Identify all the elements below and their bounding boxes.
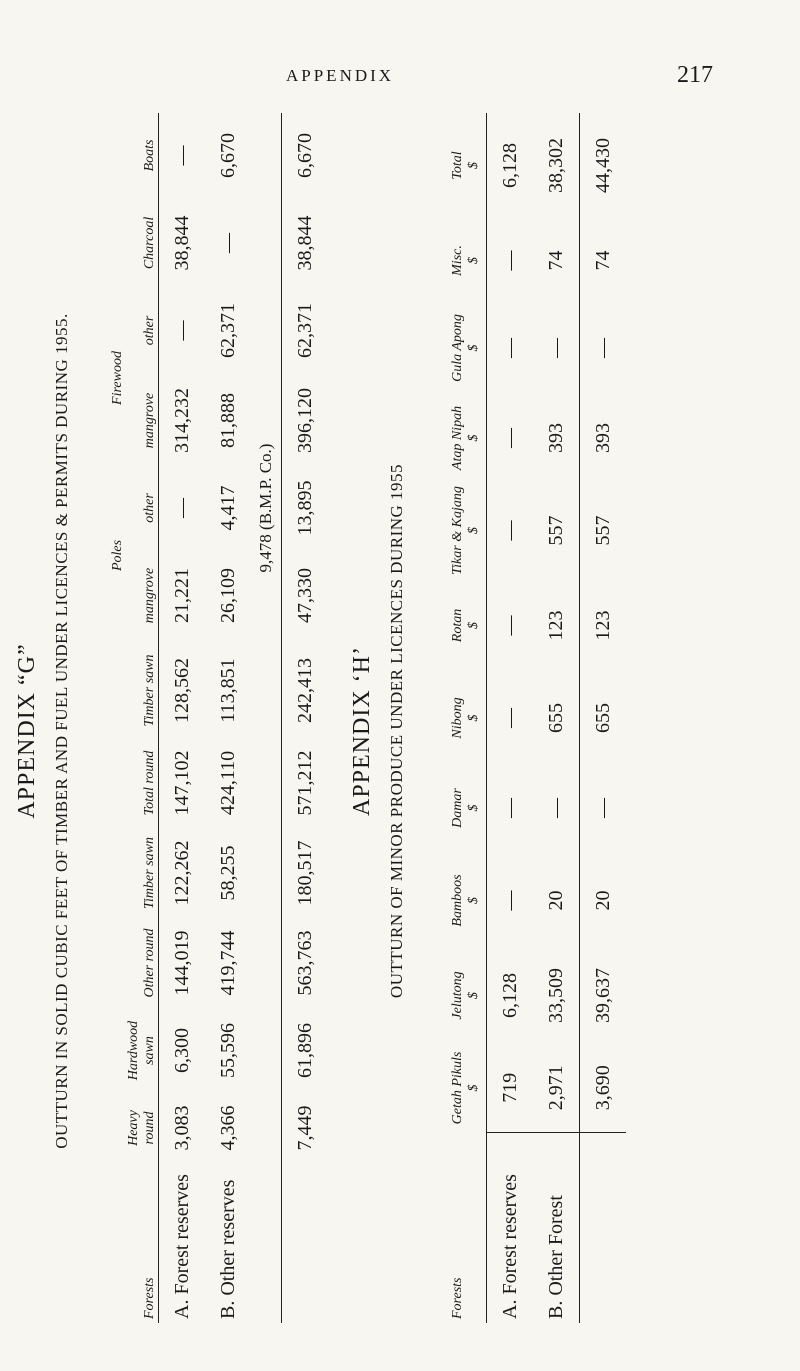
col-header: Hardwood sawn xyxy=(126,1020,157,1081)
rotated-page-content xyxy=(0,91,700,1371)
cell: 3,083 xyxy=(170,1105,193,1151)
appendix-h-header-row xyxy=(450,113,466,1323)
cell: — xyxy=(498,798,521,818)
cell: 424,110 xyxy=(216,750,239,816)
col-header: Rotan xyxy=(450,608,465,643)
col-header: Total xyxy=(450,151,465,180)
cell: 122,262 xyxy=(170,840,193,906)
total-cell: 393 xyxy=(591,423,614,453)
unit-label: $ xyxy=(466,714,481,722)
cell: 314,232 xyxy=(170,387,193,453)
unit-row xyxy=(466,113,487,1323)
appendix-h-title: OUTTURN OF MINOR PRODUCE UNDER LICENCES DURING 1955 xyxy=(387,463,406,999)
totals-row xyxy=(580,113,627,1323)
unit-label: $ xyxy=(466,434,481,442)
cell: — xyxy=(498,250,521,271)
appendix-g-title: OUTTURN IN SOLID CUBIC FEET OF TIMBER AND FUEL UNDER LICENCES & PERMITS DURING 1955. xyxy=(52,313,71,1149)
col-header: Forests xyxy=(450,1277,465,1319)
col-header: Misc. xyxy=(450,245,465,276)
unit-label: $ xyxy=(466,257,481,264)
cell: — xyxy=(544,798,567,818)
cell: 419,744 xyxy=(216,930,239,996)
cell: 147,102 xyxy=(170,750,193,816)
col-header: Forests xyxy=(142,1277,157,1319)
unit-label: $ xyxy=(466,622,481,629)
cell: — xyxy=(498,428,521,448)
bmp-note: 9,478 (B.M.P. Co.) xyxy=(256,443,275,573)
col-header: Timber sawn xyxy=(142,837,157,909)
total-cell: 242,413 xyxy=(293,658,316,723)
cell: 4,366 xyxy=(216,1105,239,1151)
col-header: Timber sawn xyxy=(142,654,157,727)
group-header-poles: Poles xyxy=(110,539,125,572)
cell: 21,221 xyxy=(170,568,193,623)
total-cell: 655 xyxy=(591,703,614,733)
total-cell: 3,690 xyxy=(580,1043,627,1133)
unit-label: $ xyxy=(466,1084,481,1092)
col-header: Jelutong xyxy=(450,971,465,1020)
cell: — xyxy=(498,338,521,358)
appendix-g-table xyxy=(110,113,328,1323)
cell: — xyxy=(498,615,521,636)
cell: 58,255 xyxy=(216,845,239,901)
total-cell: 20 xyxy=(591,890,614,911)
row-label: A. Forest reserves xyxy=(170,1174,193,1319)
cell: 6,670 xyxy=(216,132,239,178)
col-header: Gula Apong xyxy=(450,314,465,382)
col-header: other xyxy=(142,315,157,346)
total-cell: 62,371 xyxy=(293,302,316,358)
total-cell: 571,212 xyxy=(293,750,316,816)
cell: 38,844 xyxy=(170,215,193,271)
col-header: Nibong xyxy=(450,697,465,739)
col-header: Atap Nipah xyxy=(450,405,465,471)
group-header-firewood: Firewood xyxy=(110,351,125,405)
total-cell: 180,517 xyxy=(293,840,316,906)
cell: — xyxy=(544,338,567,358)
totals-row xyxy=(282,113,329,1323)
table-row xyxy=(533,113,580,1323)
col-header: mangrove xyxy=(142,392,157,449)
col-header: other xyxy=(142,493,157,523)
appendix-h-table xyxy=(450,113,626,1323)
cell: 26,109 xyxy=(216,568,239,623)
cell: — xyxy=(498,890,521,911)
unit-label: $ xyxy=(466,344,481,352)
appendix-g-heading: APPENDIX “G” xyxy=(14,643,40,819)
unit-label: $ xyxy=(466,162,481,169)
cell: — xyxy=(216,232,239,253)
cell: 144,019 xyxy=(170,930,193,996)
col-header: mangrove xyxy=(142,567,157,624)
cell: 74 xyxy=(544,250,567,271)
cell: 557 xyxy=(544,515,567,546)
row-label: B. Other Forest xyxy=(544,1195,567,1319)
table-row xyxy=(487,113,534,1323)
col-header: Getah Pikuls xyxy=(450,1051,465,1125)
total-cell: — xyxy=(591,798,614,818)
running-head: APPENDIX xyxy=(286,66,395,85)
table-row xyxy=(159,113,206,1323)
total-cell: 38,844 xyxy=(293,215,316,271)
note-row xyxy=(251,113,282,1323)
cell: 128,562 xyxy=(170,658,193,723)
total-cell: 6,670 xyxy=(293,132,316,178)
total-cell: 563,763 xyxy=(293,930,316,996)
col-header: Damar xyxy=(450,788,465,828)
table-row xyxy=(205,113,251,1323)
cell: 81,888 xyxy=(216,392,239,448)
total-cell: 61,896 xyxy=(293,1023,316,1078)
cell: 55,596 xyxy=(216,1023,239,1078)
cell: 6,128 xyxy=(498,143,521,188)
cell: 20 xyxy=(544,890,567,911)
cell: 4,417 xyxy=(216,485,239,531)
total-cell: 557 xyxy=(591,515,614,546)
appendix-h-heading: APPENDIX ‘H’ xyxy=(349,646,375,816)
col-header: Heavy round xyxy=(126,1110,157,1146)
unit-label: $ xyxy=(466,804,481,812)
cell: 719 xyxy=(487,1043,534,1133)
col-header: Bamboos xyxy=(450,874,465,927)
cell: 62,371 xyxy=(216,302,239,358)
total-cell: 396,120 xyxy=(293,387,316,453)
total-cell: 39,637 xyxy=(591,968,614,1023)
total-cell: 7,449 xyxy=(293,1105,316,1151)
total-cell: 13,895 xyxy=(293,480,316,536)
total-cell: — xyxy=(591,338,614,358)
cell: — xyxy=(170,320,193,341)
total-cell: 44,430 xyxy=(591,138,614,193)
total-cell: 74 xyxy=(591,250,614,271)
total-cell: 47,330 xyxy=(293,568,316,623)
col-header: Boats xyxy=(142,139,157,172)
col-header: Total round xyxy=(142,750,157,816)
unit-label: $ xyxy=(466,527,481,534)
unit-label: $ xyxy=(466,992,481,999)
cell: 123 xyxy=(544,610,567,641)
cell: 6,300 xyxy=(170,1028,193,1073)
col-header: Tikar & Kajang xyxy=(450,486,465,575)
total-cell: 123 xyxy=(591,610,614,641)
appendix-g-header-row xyxy=(126,113,159,1323)
cell: 6,128 xyxy=(498,973,521,1018)
page-number: 217 xyxy=(677,62,713,88)
cell: 393 xyxy=(544,423,567,453)
cell: 113,851 xyxy=(216,658,239,723)
cell: 38,302 xyxy=(544,138,567,193)
unit-label: $ xyxy=(466,897,481,904)
cell: — xyxy=(170,145,193,166)
cell: — xyxy=(170,498,193,518)
col-header: Other round xyxy=(142,928,157,998)
cell: — xyxy=(498,708,521,728)
cell: 2,971 xyxy=(533,1043,580,1133)
cell: 655 xyxy=(544,703,567,733)
col-header: Charcoal xyxy=(142,216,157,270)
row-label: B. Other reserves xyxy=(216,1179,239,1319)
cell: — xyxy=(498,520,521,541)
row-label: A. Forest reserves xyxy=(498,1174,521,1319)
cell: 33,509 xyxy=(544,968,567,1023)
